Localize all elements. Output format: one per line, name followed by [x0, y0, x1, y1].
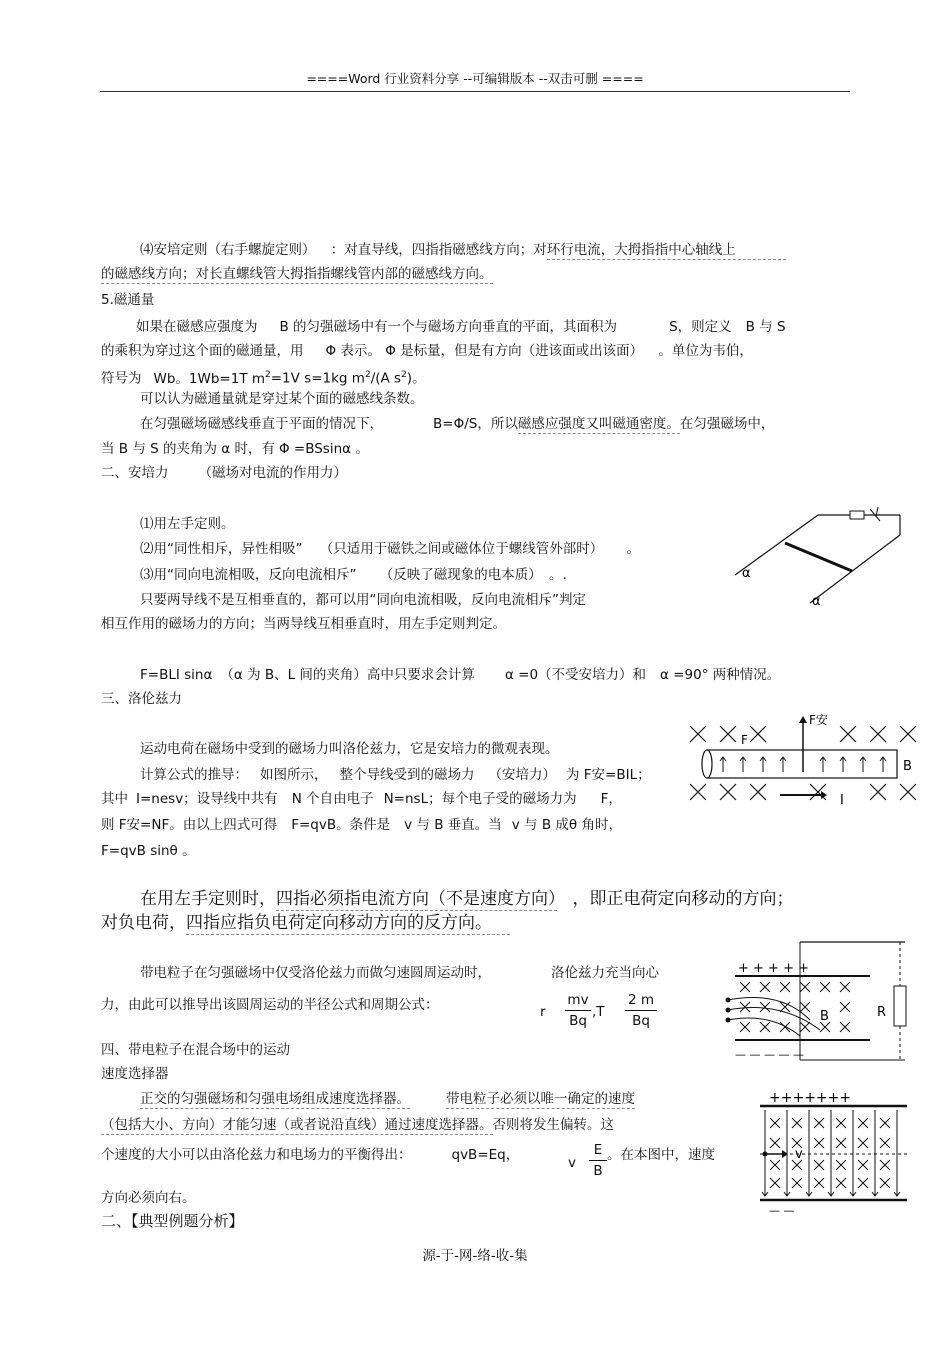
ampere-force-heading: 二、安培力 （磁场对电流的作用力） — [101, 465, 347, 481]
mixed-p3: 个速度的大小可以由洛伦兹力和电场力的平衡得出： qvB=Eq， — [101, 1147, 520, 1163]
selector-crosses — [770, 1118, 890, 1188]
radius-symbol: r — [540, 1004, 546, 1020]
circular-p1: 带电粒子在匀强磁场中仅受洛伦兹力而做匀速圆周运动时， 洛伦兹力充当向心 — [140, 965, 659, 981]
circular-minus-row: — — — — — — [735, 1048, 804, 1061]
circular-p2: 力，由此可以推导出该圆周运动的半径公式和周期公式： — [101, 997, 439, 1013]
lorentz-p1: 运动电荷在磁场中受到的磁场力叫洛伦兹力，它是安培力的微观表现。 — [140, 741, 559, 757]
selector-label-v: v — [795, 1147, 803, 1162]
wire-label-f-an: F安 — [809, 713, 828, 727]
wire-field-figure — [685, 712, 935, 812]
circular-plus-row: + + + + + — [738, 961, 809, 976]
selector-plus-row: +++++++ — [769, 1090, 852, 1106]
circular-label-r: R — [877, 1005, 887, 1020]
rail-alpha-1: α — [742, 566, 751, 581]
particle-paths — [726, 998, 820, 1037]
lorentz-p2: 计算公式的推导： 如图所示， 整个导线受到的磁场力 （安培力） 为 F安=BIL； — [140, 767, 651, 783]
page-footer: 源-于-网-络-收-集 — [422, 1248, 528, 1264]
lorentz-big-line1: 在用左手定则时，四指必须指电流方向（不是速度方向） ，即正电荷定向移动的方向； — [140, 889, 794, 909]
ampere-force-item1: ⑴用左手定则。 — [140, 516, 235, 532]
flux-p1-line1: 如果在磁感应强度为 B 的匀强磁场中有一个与磁场方向垂直的平面，其面积为 S，则定义 B 与 S — [136, 319, 786, 335]
header-rule — [100, 91, 850, 92]
velocity-fraction: E B — [589, 1142, 607, 1179]
mixed-p4: 方向必须向右。 — [101, 1190, 196, 1206]
period-fraction: 2 m Bq — [625, 992, 657, 1029]
circular-motion-figure — [720, 940, 915, 1065]
ampere-rule-line2: 的磁感线方向；对长直螺线管大拇指指螺线管内部的磁感线方向。 — [101, 266, 493, 282]
flux-p1-line2: 的乘积为穿过这个面的磁通量，用 Φ 表示。 Φ 是标量，但是有方向（进该面或出该面） 。单位为韦伯， — [101, 343, 753, 359]
flux-heading: 5.磁通量 — [101, 292, 155, 308]
wire-label-i: I — [840, 793, 844, 808]
flux-p1-line3: 符号为 Wb。1Wb=1T $m^2=1V$ s=1kg $m^2/(A$ $s^2$)。 — [101, 370, 426, 387]
lorentz-p3: 其中 I=nesv；设导线中共有 N 个自由电子 N=nsL；每个电子受的磁场力为 F， — [101, 791, 622, 807]
mixed-p1: 正交的匀强磁场和匀强电场组成速度选择器。 带电粒子必须以唯一确定的速度 — [140, 1091, 635, 1107]
flux-p4: 当 B 与 S 的夹角为 α 时，有 Φ =BSsinα 。 — [101, 441, 369, 457]
velocity-selector-figure — [755, 1088, 915, 1218]
ampere-force-item2: ⑵用“同性相斥，异性相吸” （只适用于磁铁之间或磁体位于螺线管外部时） 。 — [140, 541, 640, 557]
flux-p3: 在匀强磁场磁感线垂直于平面的情况下， B=Φ/S，所以磁感应强度又叫磁通密度。在匀强磁场中， — [140, 416, 775, 432]
rail-alpha-2: α — [812, 594, 821, 609]
velocity-selector-heading: 速度选择器 — [101, 1066, 169, 1082]
mixed-p2: （包括大小、方向）才能匀速（或者说沿直线）通过速度选择器。否则将发生偏转。这 — [101, 1117, 614, 1133]
mixed-p3-end: 。在本图中，速度 — [607, 1147, 715, 1163]
ampere-force-formula: F=BLI sinα （α 为 B、L 间的夹角）高中只要求会计算 α =0（不受安培力）和 α =90° 两种情况。 — [140, 667, 781, 683]
mixed-heading: 四、带电粒子在混合场中的运动 — [101, 1042, 290, 1058]
circular-crosses — [740, 982, 850, 1032]
wire-label-f: F — [741, 733, 748, 747]
rail-figure — [730, 505, 905, 610]
ampere-force-p1: 只要两导线不是互相垂直的，都可以用“同向电流相吸，反向电流相斥”判定 — [140, 592, 586, 608]
lorentz-p5: F=qvB sinθ 。 — [101, 843, 196, 859]
page-header: ====Word 行业资料分享 --可编辑版本 --双击可删 ==== — [306, 71, 644, 86]
period-symbol: ,T — [592, 1004, 605, 1020]
lorentz-heading: 三、洛伦兹力 — [101, 691, 182, 707]
ampere-force-p2: 相互作用的磁场力的方向；当两导线互相垂直时，用左手定则判定。 — [101, 616, 506, 632]
lorentz-p4: 则 F安=NF。由以上四式可得 F=qvB。条件是 v 与 B 垂直。当 v 与 B 成θ 角时， — [101, 817, 622, 833]
velocity-symbol: v — [568, 1155, 576, 1171]
wire-label-b: B — [903, 759, 912, 774]
examples-heading: 二、【典型例题分析】 — [101, 1212, 244, 1230]
flux-p2: 可以认为磁通量就是穿过某个面的磁感线条数。 — [140, 391, 424, 407]
ampere-force-item3: ⑶用“同向电流相吸，反向电流相斥” （反映了磁现象的电本质） 。. — [140, 567, 567, 583]
circular-label-b: B — [820, 1009, 829, 1024]
radius-fraction: mv Bq — [565, 992, 591, 1029]
selector-minus-row: — — — [769, 1204, 795, 1217]
ampere-rule-line1: ⑷安培定则（右手螺旋定则） ：对直导线，四指指磁感线方向；对环行电流，大拇指指中心轴线上 — [140, 241, 786, 259]
lorentz-big-line2: 对负电荷，四指应指负电荷定向移动方向的反方向。 — [101, 912, 510, 934]
